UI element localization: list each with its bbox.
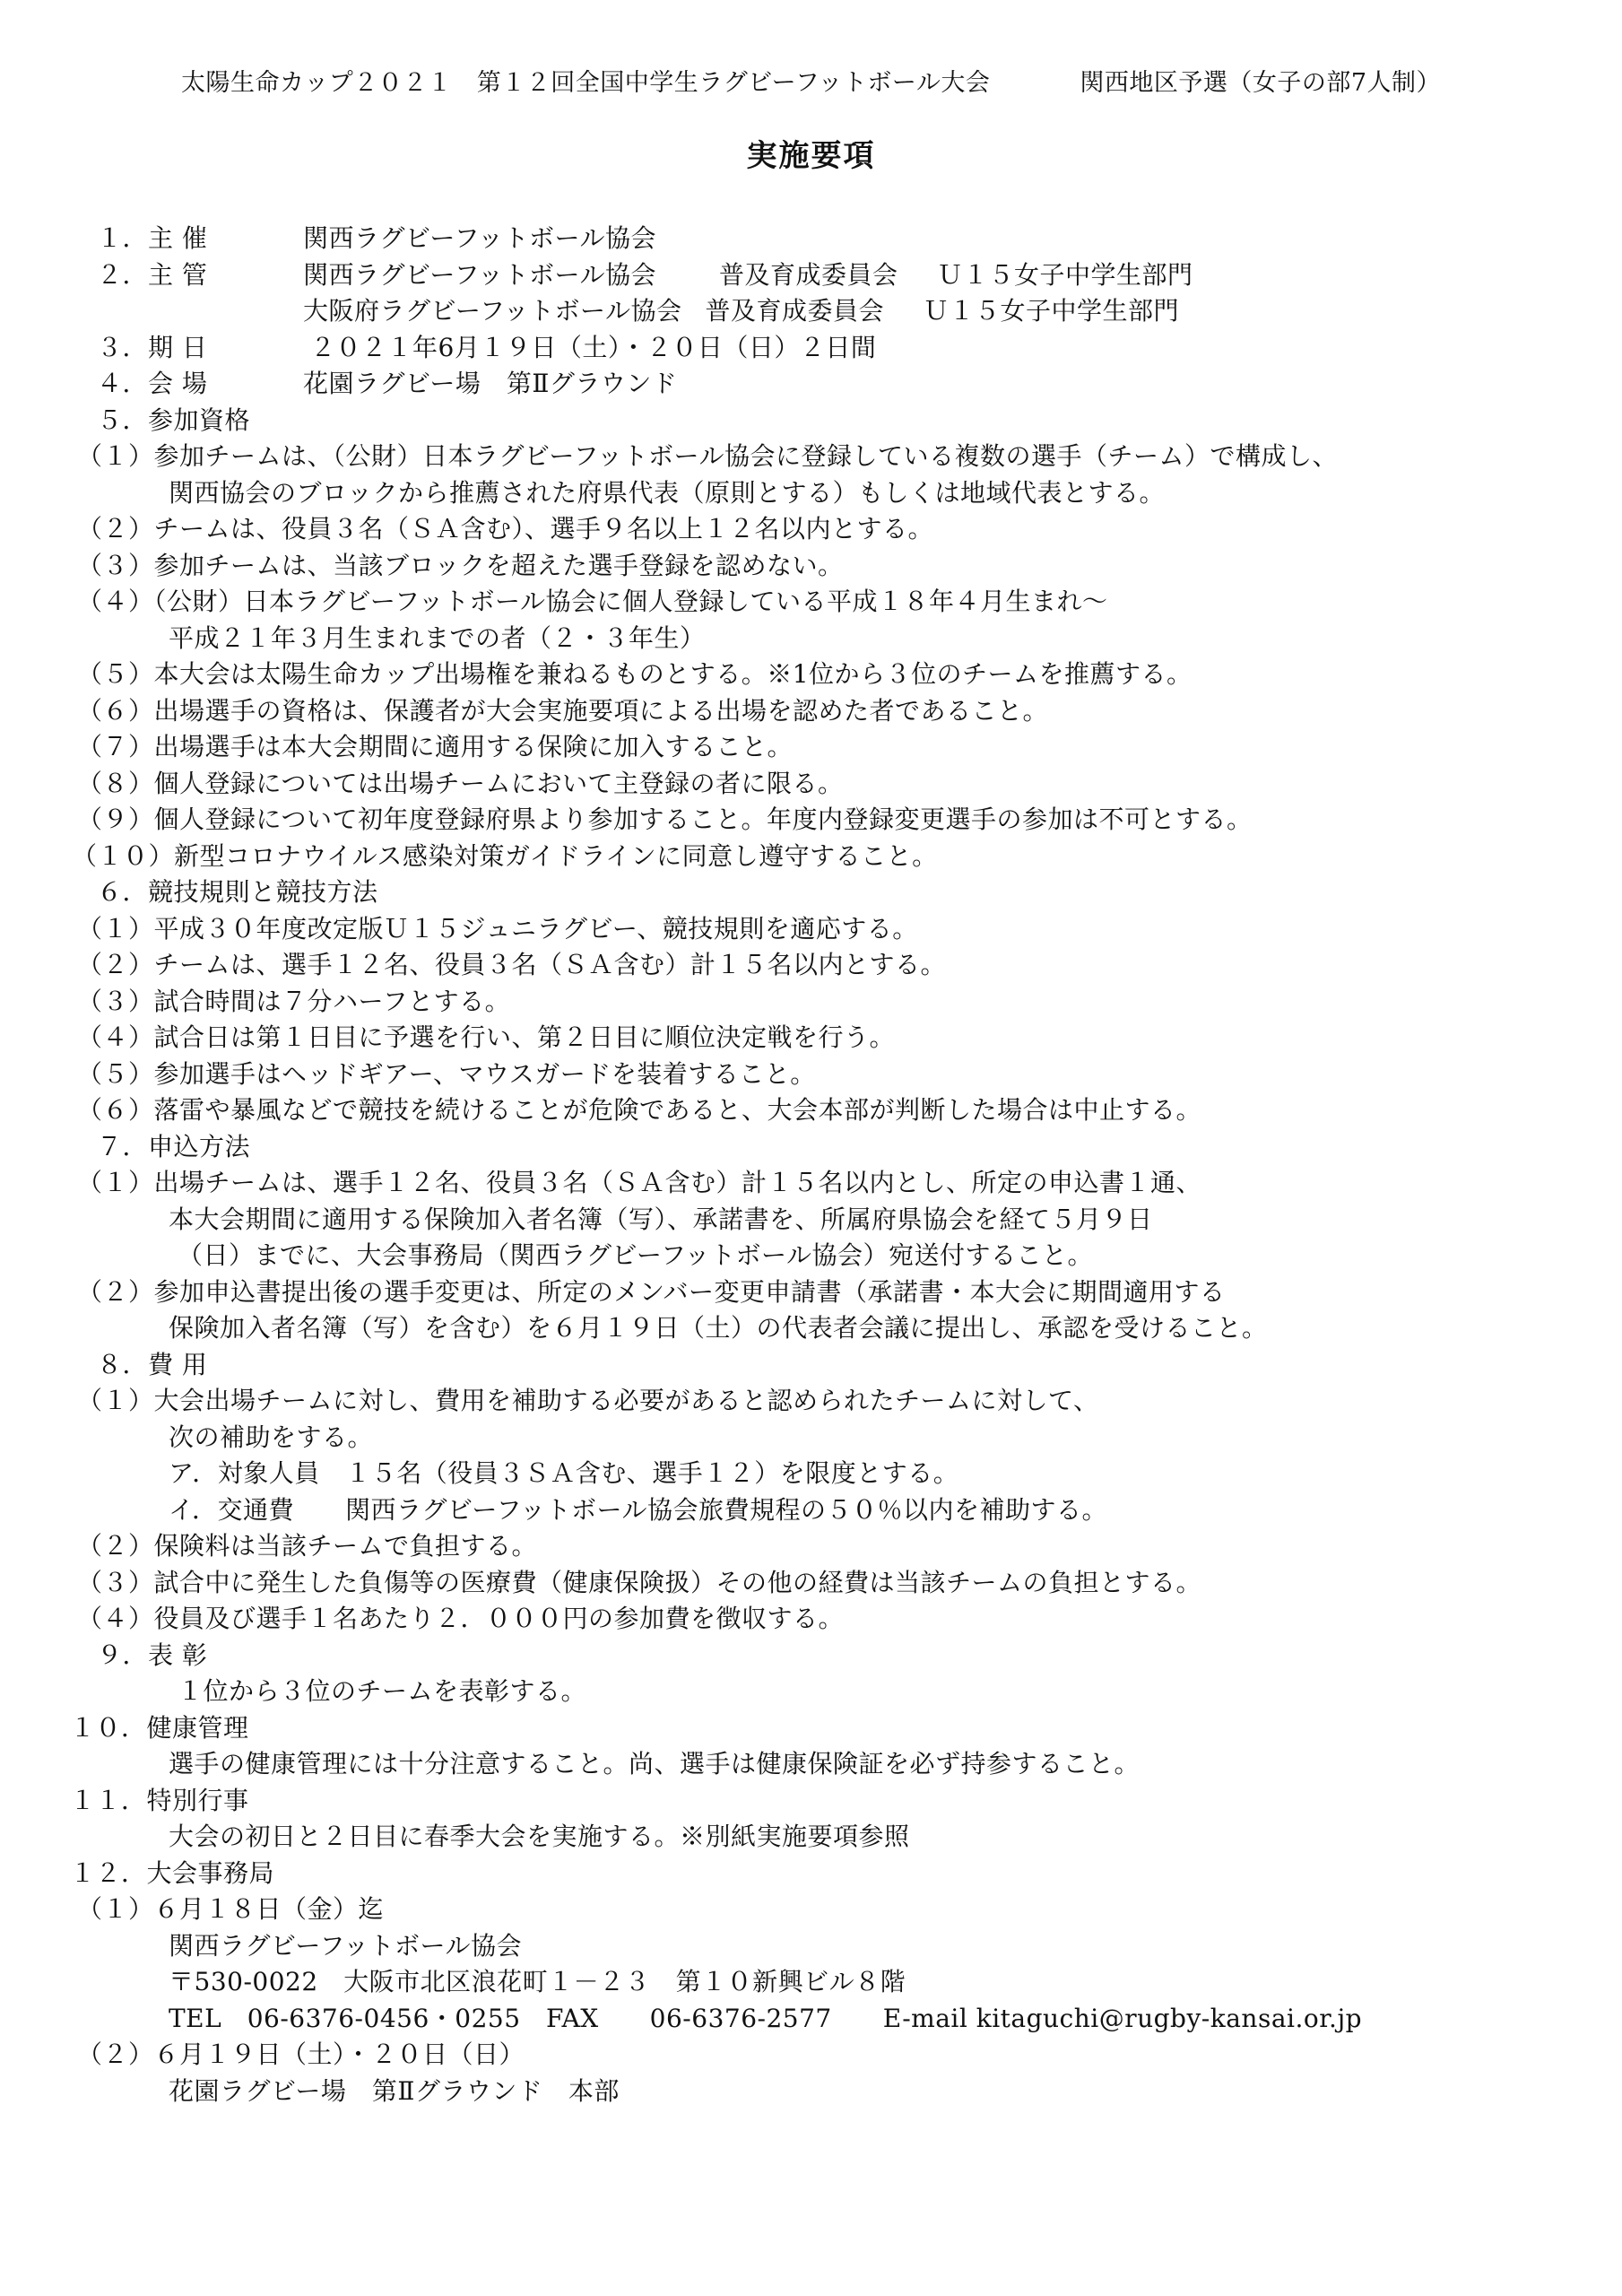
document-header [0, 63, 1622, 98]
list-item: （１）大会出場チームに対し、費用を補助する必要があると認められたチームに対して、 [77, 1386, 1099, 1415]
list-item: （２）保険料は当該チームで負担する。 [77, 1531, 538, 1561]
list-item: （５）本大会は太陽生命カップ出場権を兼ねるものとする。※1位から３位のチームを推薦する。 [77, 659, 1193, 689]
section-heading: １１．特別行事 [70, 1785, 249, 1815]
section-text: 大会の初日と２日目に春季大会を実施する。※別紙実施要項参照 [169, 1822, 910, 1851]
list-item-continuation: 保険加入者名簿（写）を含む）を６月１９日（土）の代表者会議に提出し、承認を受けること。 [169, 1313, 1268, 1343]
list-item: （１０）新型コロナウイルス感染対策ガイドラインに同意し遵守すること。 [72, 840, 938, 871]
office-address: 〒530-0022 大阪市北区浪花町１－２３ 第１０新興ビル８階 [169, 1967, 906, 1996]
section-text: １位から３位のチームを表彰する。 [178, 1676, 587, 1706]
list-item: （２）チームは、役員３名（ＳＡ含む）、選手９名以上１２名以内とする。 [77, 514, 934, 544]
section-heading: ８．費 用 [97, 1349, 208, 1379]
office-contact: TEL 06-6376-0456・0255 FAX 06-6376-2577 E-mail kitaguchi@rugby-kansai.or.jp [169, 2003, 1363, 2033]
section-heading: １０．健康管理 [70, 1712, 249, 1743]
list-item: （１）出場チームは、選手１２名、役員３名（ＳＡ含む）計１５名以内とし、所定の申込書１通、 [77, 1168, 1202, 1197]
list-item: （４）役員及び選手１名あたり２．０００円の参加費を徴収する。 [77, 1604, 845, 1633]
list-item: （１）６月１８日（金）迄 [77, 1894, 385, 1924]
list-item: （２）６月１９日（土）・２０日（日） [77, 2039, 525, 2069]
section-value: ２０２１年6月１９日（土）・２０日（日）２日間 [310, 332, 877, 362]
section-text: 選手の健康管理には十分注意すること。尚、選手は健康保険証を必ず持参すること。 [169, 1749, 1141, 1779]
management-division-1: Ｕ１５女子中学生部門 [937, 259, 1193, 290]
list-item-continuation: （日）までに、大会事務局（関西ラグビーフットボール協会）宛送付すること。 [178, 1240, 1093, 1270]
list-item-continuation: 平成２１年３月生まれまでの者（２・３年生） [169, 622, 706, 653]
section-heading: ６．競技規則と競技方法 [97, 877, 378, 907]
section-value: 関西ラグビーフットボール協会 [303, 223, 656, 253]
list-item: （４）（公財）日本ラグビーフットボール協会に個人登録している平成１８年４月生まれ～ [77, 587, 1108, 616]
list-item: （７）出場選手は本大会期間に適用する保険に加入すること。 [77, 732, 794, 761]
list-item: （３）参加チームは、当該ブロックを超えた選手登録を認めない。 [77, 550, 844, 580]
section-label: ４．会 場 [97, 369, 208, 398]
list-item: （５）参加選手はヘッドギアー、マウスガードを装着すること。 [77, 1058, 816, 1089]
list-item: （３）試合時間は７分ハーフとする。 [77, 986, 511, 1016]
list-item-continuation: 次の補助をする。 [169, 1422, 374, 1452]
management-org-1: 関西ラグビーフットボール協会 [303, 259, 656, 290]
list-item: （１）平成３０年度改定版Ｕ１５ジュニラグビー、競技規則を適応する。 [77, 913, 918, 944]
section-value: 花園ラグビー場 第Ⅱグラウンド [303, 369, 678, 398]
section-label: ３．期 日 [97, 332, 208, 362]
list-item: （２）参加申込書提出後の選手変更は、所定のメンバー変更申請書（承諾書・本大会に期間適用する [77, 1276, 1226, 1307]
section-heading: １２．大会事務局 [70, 1857, 275, 1888]
office-venue: 花園ラグビー場 第Ⅱグラウンド 本部 [169, 2075, 620, 2106]
list-item-continuation: 関西協会のブロックから推薦された府県代表（原則とする）もしくは地域代表とする。 [169, 477, 1165, 508]
list-item: （６）落雷や暴風などで競技を続けることが危険であると、大会本部が判断した場合は中止する。 [77, 1095, 1202, 1125]
header-event-name: 太陽生命カップ２０２１ 第１２回全国中学生ラグビーフットボール大会 [180, 69, 991, 97]
list-subitem: イ．交通費 関西ラグビーフットボール協会旅費規程の５０％以内を補助する。 [169, 1494, 1107, 1525]
management-org-2: 大阪府ラグビーフットボール協会 [303, 296, 682, 326]
list-item: （１）参加チームは、（公財）日本ラグビーフットボール協会に登録している複数の選手（チーム）で構成し、 [77, 441, 1338, 471]
document-title: 実施要項 [746, 138, 876, 174]
management-committee-2: 普及育成委員会 [705, 296, 884, 326]
section-venue [0, 366, 1622, 403]
list-item: （４）試合日は第１日目に予選を行い、第２日目に順位決定戦を行う。 [77, 1022, 896, 1052]
list-item: （２）チームは、選手１２名、役員３名（ＳＡ含む）計１５名以内とする。 [77, 950, 947, 979]
section-label: ２．主 管 [97, 259, 208, 290]
list-item-continuation: 本大会期間に適用する保険加入者名簿（写）、承諾書を、所属府県協会を経て５月９日 [169, 1204, 1153, 1234]
document-body [0, 221, 1622, 2109]
list-item: （３）試合中に発生した負傷等の医療費（健康保険扱）その他の経費は当該チームの負担とする。 [77, 1567, 1202, 1597]
list-item: （６）出場選手の資格は、保護者が大会実施要項による出場を認めた者であること。 [77, 695, 1049, 726]
list-subitem: ア．対象人員 １５名（役員３ＳＡ含む、選手１２）を限度とする。 [169, 1458, 959, 1488]
section-label: １．主 催 [97, 223, 208, 253]
header-division: 関西地区予選（女子の部7人制） [1080, 69, 1442, 97]
list-item: （９）個人登録について初年度登録府県より参加すること。年度内登録変更選手の参加は不可とする。 [77, 804, 1253, 834]
management-division-2: Ｕ１５女子中学生部門 [923, 296, 1179, 326]
list-item: （８）個人登録については出場チームにおいて主登録の者に限る。 [77, 768, 844, 798]
section-date [0, 330, 1622, 367]
management-committee-1: 普及育成委員会 [718, 259, 898, 290]
section-management [0, 257, 1622, 294]
section-heading: ７．申込方法 [97, 1131, 251, 1161]
office-organization: 関西ラグビーフットボール協会 [169, 1930, 522, 1961]
section-organizer [0, 221, 1622, 257]
section-heading: ５．参加資格 [97, 404, 251, 435]
section-management-row2 [0, 293, 1622, 330]
section-heading: ９．表 彰 [97, 1639, 208, 1670]
